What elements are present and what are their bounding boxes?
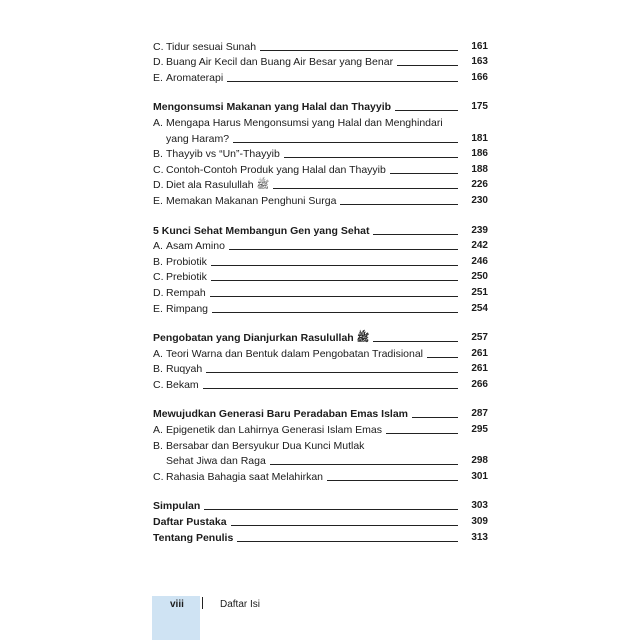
toc-entry[interactable] xyxy=(153,376,488,392)
toc-entry-continuation[interactable] xyxy=(153,130,488,146)
footer-label: Daftar Isi xyxy=(220,599,261,610)
toc-entry[interactable] xyxy=(153,54,488,70)
entry-page: 186 xyxy=(471,148,488,160)
entry-page: 181 xyxy=(471,132,488,144)
entry-letter: E. xyxy=(153,194,163,207)
entry-page: 250 xyxy=(471,271,488,283)
leader-line xyxy=(212,312,458,313)
table-of-contents xyxy=(153,38,488,545)
entry-page: 298 xyxy=(471,455,488,467)
entry-letter: A. xyxy=(153,347,163,360)
toc-entry[interactable] xyxy=(153,114,488,130)
leader-line xyxy=(211,280,458,281)
entry-page: 188 xyxy=(471,163,488,175)
entry-page: 230 xyxy=(471,194,488,206)
entry-letter: A. xyxy=(153,116,163,129)
toc-entry[interactable] xyxy=(153,437,488,453)
entry-letter: B. xyxy=(153,148,163,161)
section-title: Simpulan xyxy=(153,500,201,513)
toc-entry[interactable] xyxy=(153,421,488,437)
entry-page: 166 xyxy=(471,71,488,83)
leader-line xyxy=(237,541,458,542)
leader-line xyxy=(340,204,458,205)
entry-letter: E. xyxy=(153,302,163,315)
entry-page: 266 xyxy=(471,378,488,390)
toc-entry[interactable] xyxy=(153,161,488,177)
section-gap xyxy=(153,85,488,99)
leader-line xyxy=(397,65,458,66)
entry-title: Rempah xyxy=(166,286,206,299)
toc-backmatter-daftar-pustaka[interactable] xyxy=(153,513,488,529)
entry-letter: D. xyxy=(153,286,164,299)
leader-line xyxy=(427,357,458,358)
leader-line xyxy=(211,265,458,266)
section-gap xyxy=(153,208,488,222)
leader-line xyxy=(204,509,458,510)
section-title: Pengobatan yang Dianjurkan Rasulullah ﷺ xyxy=(153,332,370,345)
entry-page: 163 xyxy=(471,56,488,68)
entry-letter: C. xyxy=(153,271,164,284)
entry-title: Contoh-Contoh Produk yang Halal dan Thayyib xyxy=(166,163,386,176)
entry-letter: B. xyxy=(153,255,163,268)
entry-letter: D. xyxy=(153,179,164,192)
leader-line xyxy=(386,433,458,434)
entry-letter: C. xyxy=(153,163,164,176)
section-page: 313 xyxy=(471,531,488,543)
section-gap xyxy=(153,316,488,330)
toc-entry[interactable] xyxy=(153,468,488,484)
leader-line xyxy=(227,81,458,82)
toc-entry[interactable] xyxy=(153,284,488,300)
leader-line xyxy=(203,388,458,389)
entry-title: Mengapa Harus Mengonsumsi yang Halal dan Menghindari xyxy=(166,116,443,129)
entry-page: 161 xyxy=(471,40,488,52)
leader-line xyxy=(284,157,458,158)
section-title: Mewujudkan Generasi Baru Peradaban Emas Islam xyxy=(153,408,409,421)
leader-line xyxy=(231,525,458,526)
toc-entry[interactable] xyxy=(153,361,488,377)
leader-line xyxy=(395,110,458,111)
leader-line xyxy=(373,341,458,342)
section-page: 257 xyxy=(471,332,488,344)
entry-letter: B. xyxy=(153,363,163,376)
leader-line xyxy=(210,296,458,297)
entry-letter: C. xyxy=(153,40,164,53)
leader-line xyxy=(229,249,458,250)
entry-page: 242 xyxy=(471,240,488,252)
entry-title: Rimpang xyxy=(166,302,209,315)
entry-letter: B. xyxy=(153,439,163,452)
entry-title: Asam Amino xyxy=(166,240,225,253)
toc-backmatter-tentang-penulis[interactable] xyxy=(153,529,488,545)
toc-backmatter-simpulan[interactable] xyxy=(153,498,488,514)
entry-page: 301 xyxy=(471,470,488,482)
toc-entry-continuation[interactable] xyxy=(153,453,488,469)
entry-title: Probiotik xyxy=(166,255,207,268)
entry-title: Bekam xyxy=(166,378,199,391)
entry-title: Buang Air Kecil dan Buang Air Besar yang Benar xyxy=(166,56,394,69)
entry-title: Aromaterapi xyxy=(166,71,224,84)
section-page: 287 xyxy=(471,408,488,420)
section-page: 309 xyxy=(471,516,488,528)
section-title: Tentang Penulis xyxy=(153,531,234,544)
toc-entry[interactable] xyxy=(153,238,488,254)
entry-title: Prebiotik xyxy=(166,271,207,284)
toc-entry[interactable] xyxy=(153,269,488,285)
toc-entry[interactable] xyxy=(153,38,488,54)
entry-title-continuation: yang Haram? xyxy=(166,132,230,145)
entry-letter: D. xyxy=(153,56,164,69)
section-page: 303 xyxy=(471,500,488,512)
footer-divider xyxy=(202,597,203,609)
entry-title: Memakan Makanan Penghuni Surga xyxy=(166,194,337,207)
toc-entry[interactable] xyxy=(153,146,488,162)
leader-line xyxy=(390,173,458,174)
entry-title: Rahasia Bahagia saat Melahirkan xyxy=(166,470,324,483)
toc-section-heading[interactable] xyxy=(153,99,488,115)
leader-line xyxy=(206,372,458,373)
entry-title: Ruqyah xyxy=(166,363,203,376)
entry-title-continuation: Sehat Jiwa dan Raga xyxy=(166,455,266,468)
toc-section-heading[interactable] xyxy=(153,222,488,238)
section-gap xyxy=(153,392,488,406)
section-title: Daftar Pustaka xyxy=(153,516,227,529)
toc-entry[interactable] xyxy=(153,253,488,269)
section-title: Mengonsumsi Makanan yang Halal dan Thayyib xyxy=(153,101,392,114)
entry-page: 251 xyxy=(471,286,488,298)
section-title: 5 Kunci Sehat Membangun Gen yang Sehat xyxy=(153,224,370,237)
entry-page: 246 xyxy=(471,255,488,267)
toc-entry[interactable] xyxy=(153,345,488,361)
entry-title: Tidur sesuai Sunah xyxy=(166,40,257,53)
entry-letter: A. xyxy=(153,424,163,437)
entry-page: 261 xyxy=(471,363,488,375)
entry-title: Bersabar dan Bersyukur Dua Kunci Mutlak xyxy=(166,439,365,452)
toc-entry[interactable] xyxy=(153,192,488,208)
section-page: 175 xyxy=(471,101,488,113)
leader-line xyxy=(273,188,458,189)
entry-title: Epigenetik dan Lahirnya Generasi Islam Emas xyxy=(166,424,382,437)
leader-line xyxy=(373,234,458,235)
toc-section-heading[interactable] xyxy=(153,406,488,422)
toc-entry[interactable] xyxy=(153,300,488,316)
entry-title: Thayyib vs “Un”-Thayyib xyxy=(166,148,280,161)
entry-letter: E. xyxy=(153,71,163,84)
leader-line xyxy=(260,50,458,51)
entry-letter: C. xyxy=(153,470,164,483)
toc-entry[interactable] xyxy=(153,69,488,85)
leader-line xyxy=(327,480,458,481)
entry-page: 226 xyxy=(471,179,488,191)
leader-line xyxy=(412,417,458,418)
entry-letter: C. xyxy=(153,378,164,391)
entry-page: 254 xyxy=(471,302,488,314)
entry-page: 261 xyxy=(471,347,488,359)
toc-entry[interactable] xyxy=(153,177,488,193)
section-gap xyxy=(153,484,488,498)
leader-line xyxy=(233,142,458,143)
entry-letter: A. xyxy=(153,240,163,253)
toc-section-heading[interactable] xyxy=(153,330,488,346)
entry-page: 295 xyxy=(471,424,488,436)
section-page: 239 xyxy=(471,224,488,236)
entry-title: Diet ala Rasulullah ﷺ xyxy=(166,179,270,192)
entry-title: Teori Warna dan Bentuk dalam Pengobatan Tradisional xyxy=(166,347,424,360)
footer-page-number: viii xyxy=(170,599,184,610)
leader-line xyxy=(270,464,458,465)
